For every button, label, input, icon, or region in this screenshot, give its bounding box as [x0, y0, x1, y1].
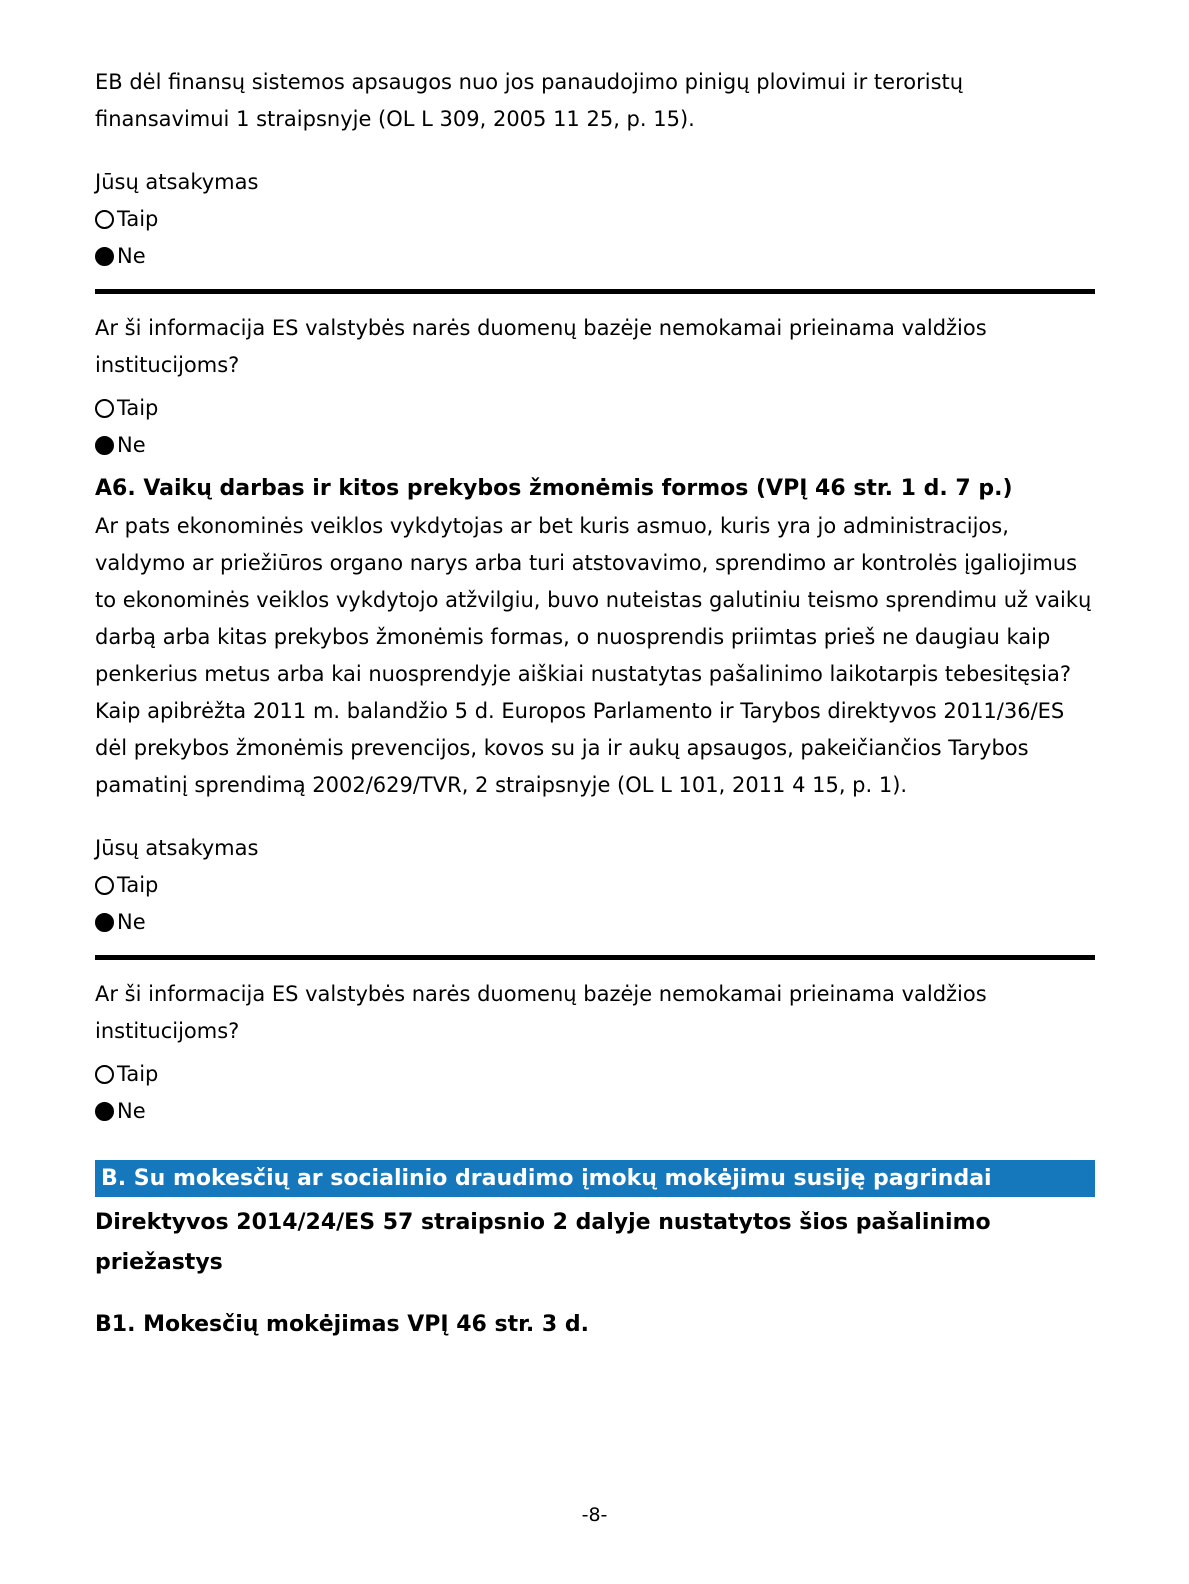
radio-option-label: Taip [117, 873, 159, 897]
radio-option-taip[interactable] [95, 867, 1095, 904]
page-number: -8- [581, 1504, 608, 1526]
radio-option-label: Taip [117, 1062, 159, 1086]
radio-option-label: Ne [117, 433, 146, 457]
answer-label: Jūsų atsakymas [95, 836, 259, 860]
question-block-db-availability-2 [95, 976, 1095, 1130]
a6-heading: A6. Vaikų darbas ir kitos prekybos žmonėmis formos (VPĮ 46 str. 1 d. 7 p.) [95, 476, 1013, 501]
radio-icon[interactable] [95, 913, 114, 932]
radio-icon[interactable] [95, 247, 114, 266]
db-availability-question: Ar ši informacija ES valstybės narės duomenų bazėje nemokamai prieinama valdžios institucijoms? [95, 316, 987, 377]
radio-option-taip[interactable] [95, 201, 1095, 238]
radio-option-ne[interactable] [95, 427, 1095, 464]
radio-icon[interactable] [95, 399, 114, 418]
b1-heading: B1. Mokesčių mokėjimas VPĮ 46 str. 3 d. [95, 1312, 589, 1337]
radio-option-ne[interactable] [95, 1093, 1095, 1130]
question-block-db-availability-1 [95, 310, 1095, 464]
radio-icon[interactable] [95, 876, 114, 895]
section-b [95, 1160, 1095, 1345]
answer-label: Jūsų atsakymas [95, 170, 259, 194]
radio-icon[interactable] [95, 210, 114, 229]
a6-legal-reference: Kaip apibrėžta 2011 m. balandžio 5 d. Europos Parlamento ir Tarybos direktyvos 2011/36/ES dėl prekybos žmonėmis prevencijos, kovos su ja ir aukų apsaugos, pakeičiančios Tarybos pamatinį sprendimą 2002/629/TVR, 2 straipsnyje (OL L 101, 2011 4 15, p. 1). [95, 699, 1065, 797]
section-divider [95, 955, 1095, 960]
radio-option-ne[interactable] [95, 904, 1095, 941]
section-b-subtitle: Direktyvos 2014/24/ES 57 straipsnio 2 dalyje nustatytos šios pašalinimo priežastys [95, 1210, 991, 1275]
radio-option-ne[interactable] [95, 238, 1095, 275]
radio-option-taip[interactable] [95, 1056, 1095, 1093]
radio-option-label: Taip [117, 396, 159, 420]
question-block-a6 [95, 470, 1095, 941]
section-b-bar: B. Su mokesčių ar socialinio draudimo įmokų mokėjimu susiję pagrindai [95, 1160, 1095, 1197]
section-divider [95, 289, 1095, 294]
radio-icon[interactable] [95, 1065, 114, 1084]
radio-option-label: Ne [117, 244, 146, 268]
radio-icon[interactable] [95, 1102, 114, 1121]
question-block-money-laundering [95, 64, 1095, 275]
radio-option-label: Ne [117, 1099, 146, 1123]
legal-reference-text: EB dėl finansų sistemos apsaugos nuo jos panaudojimo pinigų plovimui ir teroristų finansavimui 1 straipsnyje (OL L 309, 2005 11 25, p. 15). [95, 70, 964, 131]
radio-option-label: Ne [117, 910, 146, 934]
db-availability-question: Ar ši informacija ES valstybės narės duomenų bazėje nemokamai prieinama valdžios institucijoms? [95, 982, 987, 1043]
radio-option-label: Taip [117, 207, 159, 231]
radio-icon[interactable] [95, 436, 114, 455]
radio-option-taip[interactable] [95, 390, 1095, 427]
a6-question-text: Ar pats ekonominės veiklos vykdytojas ar bet kuris asmuo, kuris yra jo administracijos, valdymo ar priežiūros organo narys arba turi atstovavimo, sprendimo ar kontrolės įgaliojimus to ekonominės veiklos vykdytojo atžvilgiu, buvo nuteistas galutiniu teismo sprendimu už vaikų darbą arba kitas prekybos žmonėmis formas, o nuosprendis priimtas prieš ne daugiau kaip penkerius metus arba kai nuosprendyje aiškiai nustatytas pašalinimo laikotarpis tebesitęsia? [95, 514, 1092, 686]
